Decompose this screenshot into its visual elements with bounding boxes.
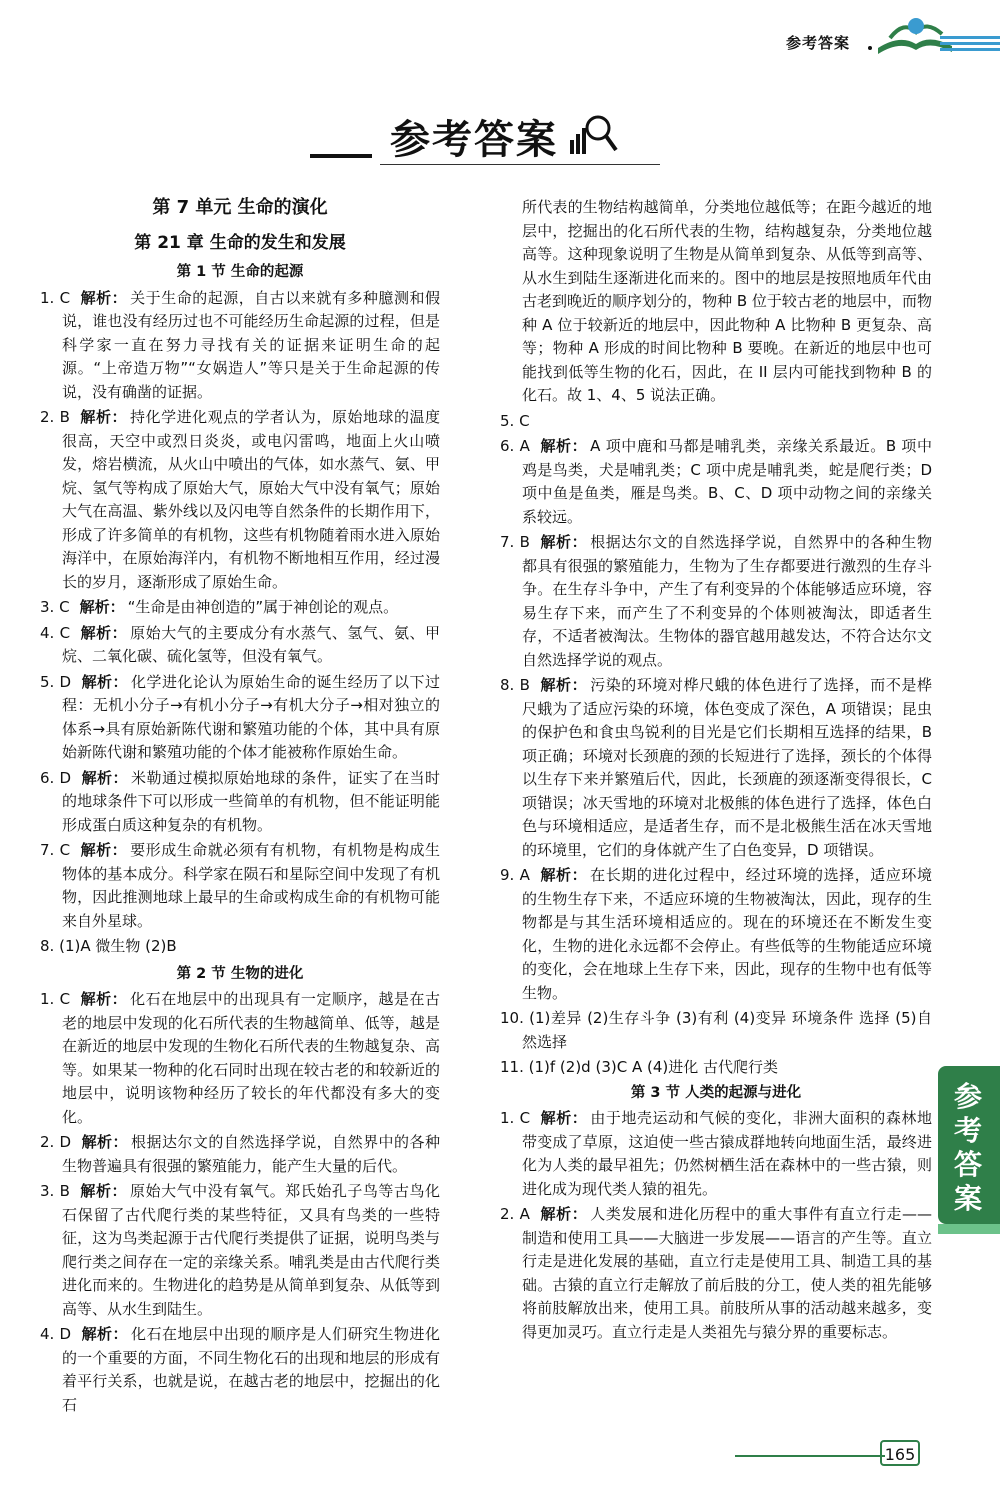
answer-number: 8. B <box>500 676 530 694</box>
answer-item <box>40 622 440 669</box>
answer-item <box>500 1107 932 1201</box>
answer-number: 1. C <box>500 1109 531 1127</box>
answer-number: 1. C <box>40 990 71 1008</box>
answer-item <box>500 1056 932 1080</box>
answer-text: 化学进化论认为原始生命的诞生经历了以下过程：无机小分子→有机小分子→有机大分子→相对独立的体系→具有原始新陈代谢和繁殖功能的个体，其中具有原始新陈代谢和繁殖功能的个体才能被称作原始生命。 <box>62 672 440 761</box>
analysis-label: 解析： <box>539 676 588 694</box>
answer-text: 根据达尔文的自然选择学说，自然界中的各种生物普遍具有很强的繁殖能力，能产生大量的后代。 <box>62 1133 440 1175</box>
page-number: 165 <box>880 1440 920 1466</box>
answer-number: 2. A <box>500 1205 530 1223</box>
answer-number: 3. B <box>40 1182 70 1200</box>
answer-text: (1)f (2)d (3)C A (4)进化 古代爬行类 <box>528 1058 779 1076</box>
answer-text: 污染的环境对桦尺蛾的体色进行了选择，而不是桦尺蛾为了适应污染的环境，体色变成了深色，A 项错误；昆虫的保护色和食虫鸟锐利的目光是它们长期相互选择的结果，B 项正确；环境对长颈鹿的颈的长短进行了选择，颈长的个体得以生存下来并繁殖后代，因此，长颈鹿的颈逐渐变得很长，C 项错误；冰天雪地的环境对北极熊的体色进行了选择，体色白色与环境相适应，是适者生存，而不是北极熊生活在冰天雪地的环境里，它们的身体就产生了白色变异，D 项错误。 <box>522 676 932 859</box>
analysis-label: 解析： <box>81 1325 128 1343</box>
answer-text: 人类发展和进化历程中的重大事件有直立行走——制造和使用工具——大脑进一步发展——语言的产生等。直立行走是进化发展的基础，直立行走是使用工具、制造工具的基础。古猿的直立行走解放了前后肢的分工，使人类的祖先能够将前肢解放出来，使用工具。前肢所从事的活动越来越多，变得更加灵巧。直立行走是人类祖先与猿分界的重要标志。 <box>522 1205 932 1341</box>
answer-item <box>500 531 932 672</box>
answer-continuation: 所代表的生物结构越简单，分类地位越低等；在距今越近的地层中，挖掘出的化石所代表的生物，结构越复杂，分类地位越高等。这种现象说明了生物是从简单到复杂、从低等到高等、从水生到陆生逐渐进化而来的。图中的地层是按照地质年代由古老到晚近的顺序划分的，物种 B 位于较古老的地层中，而物种 A 位于较新近的地层中，因此物种 A 比物种 B 更复杂、高等；物种 A 形成的时间比物种 B 要晚。在新近的地层中也可能找到低等生物的化石，因此，在 II 层内可能找到物种 B 的化石。故 1、4、5 说法正确。 <box>522 198 932 404</box>
answer-item <box>500 410 932 434</box>
answer-item <box>40 1131 440 1178</box>
answer-text: 化石在地层中出现的顺序是人们研究生物进化的一个重要的方面，不同生物化石的出现和地层的形成有着平行关系，也就是说，在越古老的地层中，挖掘出的化石 <box>62 1325 440 1414</box>
main-title-block <box>300 108 660 168</box>
answer-number: 9. A <box>500 866 530 884</box>
page-title: 参考答案 <box>390 117 558 163</box>
answer-list <box>40 287 440 959</box>
answer-text: 原始大气的主要成分有水蒸气、氢气、氨、甲烷、二氧化碳、硫化氢等，但没有氧气。 <box>62 623 440 665</box>
answer-item <box>500 1203 932 1344</box>
analysis-label: 解析： <box>81 672 128 691</box>
answer-number: 5. C <box>500 411 530 430</box>
analysis-label: 解析： <box>79 408 128 426</box>
answer-text: 原始大气中没有氧气。郑氏始孔子鸟等古鸟化石保留了古代爬行类的某些特征，又具有鸟类的一些特征，这为鸟类起源于古代爬行类提供了证据，说明鸟类与爬行类之间存在一定的亲缘关系。哺乳类是由古代爬行类进化而来的。生物进化的趋势是从简单到复杂、从低等到高等、从水生到陆生。 <box>62 1182 440 1318</box>
answer-list <box>500 1107 932 1344</box>
answer-item <box>500 435 932 529</box>
answer-number: 8. <box>40 937 55 955</box>
analysis-label: 解析： <box>79 1182 128 1200</box>
analysis-label: 解析： <box>540 1109 588 1127</box>
analysis-label: 解析： <box>539 866 588 884</box>
answer-item <box>40 935 440 959</box>
header-label: 参考答案 <box>785 34 850 52</box>
answer-text: 要形成生命就必须有有机物，有机物是构成生物体的基本成分。科学家在陨石和星际空间中发现了有机物，因此推测地球上最早的生命或构成生命的有机物可能来自外星球。 <box>62 841 440 930</box>
analysis-label: 解析： <box>80 623 128 642</box>
answer-list <box>40 988 440 1417</box>
answer-number: 4. C <box>40 623 71 642</box>
answer-item <box>40 988 440 1129</box>
side-tab-label: 参考答案 <box>953 1080 982 1215</box>
side-tab <box>938 1066 1000 1224</box>
answer-number: 5. D <box>40 672 72 691</box>
answer-number: 7. C <box>40 841 71 859</box>
right-column <box>500 196 932 1346</box>
answer-number: 4. D <box>40 1325 72 1343</box>
answer-item <box>40 1180 440 1321</box>
analysis-label: 解析： <box>80 841 128 859</box>
magnifier-icon <box>562 112 622 158</box>
chapter-title: 第 21 章 生命的发生和发展 <box>134 232 346 253</box>
answer-number: 1. C <box>40 288 71 307</box>
answer-item <box>40 671 440 765</box>
unit-title: 第 7 单元 生命的演化 <box>152 197 328 218</box>
analysis-label: 解析： <box>80 990 128 1008</box>
analysis-label: 解析： <box>80 288 128 307</box>
answer-item <box>500 864 932 1005</box>
answer-number: 7. B <box>500 533 530 551</box>
answer-list <box>500 410 932 1080</box>
answer-number: 11. <box>500 1058 524 1076</box>
answer-text: 化石在地层中的出现具有一定顺序，越是在古老的地层中发现的化石所代表的生物越简单、低等，越是在新近的地层中发现的生物化石所代表的生物越复杂、高等。如果某一物种的化石同时出现在较古老的和较新近的地层中，说明该物种经历了较长的年代都没有多大的变化。 <box>62 990 440 1126</box>
answer-item <box>40 596 440 620</box>
answer-number: 2. B <box>40 408 70 426</box>
answer-item <box>40 287 440 405</box>
answer-number: 10. <box>500 1009 524 1027</box>
section-title: 第 1 节 生命的起源 <box>176 264 304 280</box>
answer-item <box>500 674 932 862</box>
answer-text: 米勒通过模拟原始地球的条件，证实了在当时的地球条件下可以形成一些简单的有机物，但不能证明能形成蛋白质这种复杂的有机物。 <box>62 768 440 834</box>
left-column <box>40 196 440 1419</box>
answer-item <box>40 839 440 933</box>
analysis-label: 解析： <box>79 598 125 616</box>
answer-item <box>40 767 440 838</box>
side-tab-bar <box>938 1224 1000 1234</box>
answer-text: A 项中鹿和马都是哺乳类，亲缘关系最近。B 项中鸡是鸟类，犬是哺乳类；C 项中虎是哺乳类，蛇是爬行类；D 项中鱼是鱼类，雁是鸟类。B、C、D 项中动物之间的亲缘关系较远。 <box>522 437 932 526</box>
analysis-label: 解析： <box>539 1205 588 1223</box>
analysis-label: 解析： <box>539 533 588 551</box>
answer-text: “生命是由神创造的”属于神创论的观点。 <box>127 598 399 616</box>
analysis-label: 解析： <box>539 437 588 455</box>
answer-text: 由于地壳运动和气候的变化，非洲大面积的森林地带变成了草原，这迫使一些古猿成群地转向地面生活，最终进化为人类的最早祖先；仍然树栖生活在森林中的一些古猿，则进化成为现代类人猿的祖先。 <box>522 1109 932 1198</box>
analysis-label: 解析： <box>81 1133 128 1151</box>
footer-line <box>735 1455 885 1457</box>
answer-number: 2. D <box>40 1133 72 1151</box>
answer-number: 6. D <box>40 768 72 787</box>
section-title: 第 3 节 人类的起源与进化 <box>630 1084 802 1101</box>
answer-text: (1)A 微生物 (2)B <box>59 937 177 955</box>
answer-item <box>500 1007 932 1054</box>
section-title: 第 2 节 生物的进化 <box>176 965 304 982</box>
answer-item <box>40 406 440 594</box>
answer-number: 3. C <box>40 598 70 616</box>
answer-text: 关于生命的起源，自古以来就有多种臆测和假说，谁也没有经历过也不可能经历生命起源的过程，但是科学家一直在努力寻找有关的证据来证明生命的起源。“上帝造万物”“女娲造人”等只是关于生命起源的传说，没有确凿的证据。 <box>62 288 440 401</box>
answer-item <box>40 1323 440 1417</box>
answer-text: 持化学进化观点的学者认为，原始地球的温度很高，天空中或烈日炎炎，或电闪雷鸣，地面上火山喷发，熔岩横流，从火山中喷出的气体，如水蒸气、氨、甲烷、氢气等构成了原始大气，原始大气中没有氧气；原始大气在高温、紫外线以及闪电等自然条件的长期作用下，形成了许多简单的有机物，这些有机物随着雨水进入原始海洋中，在原始海洋内，有机物不断地相互作用，经过漫长的岁月，逐渐形成了原始生命。 <box>62 408 440 591</box>
answer-text: 在长期的进化过程中，经过环境的选择，适应环境的生物生存下来，不适应环境的生物被淘汰，因此，现存的生物都是与其生活环境相适应的。现在的环境还在不断发生变化，生物的进化永远都不会停止。有些低等的生物能适应环境的变化，会在地球上生存下来，因此，现存的生物中也有低等生物。 <box>522 866 932 1002</box>
title-rule-left <box>310 154 372 158</box>
page-header <box>0 0 1000 62</box>
answer-number: 6. A <box>500 437 530 455</box>
answer-text: 根据达尔文的自然选择学说，自然界中的各种生物都具有很强的繁殖能力，生物为了生存都要进行激烈的生存斗争。在生存斗争中，产生了有利变异的个体能够适应环境，容易生存下来，而产生了不利变异的个体则被淘汰，即适者生存，不适者被淘汰。生物体的器官越用越发达，不符合达尔文自然选择学说的观点。 <box>522 533 932 669</box>
analysis-label: 解析： <box>81 768 128 787</box>
header-stripes <box>940 36 1000 58</box>
answer-text: (1)差异 (2)生存斗争 (3)有利 (4)变异 环境条件 选择 (5)自然选择 <box>522 1009 932 1051</box>
